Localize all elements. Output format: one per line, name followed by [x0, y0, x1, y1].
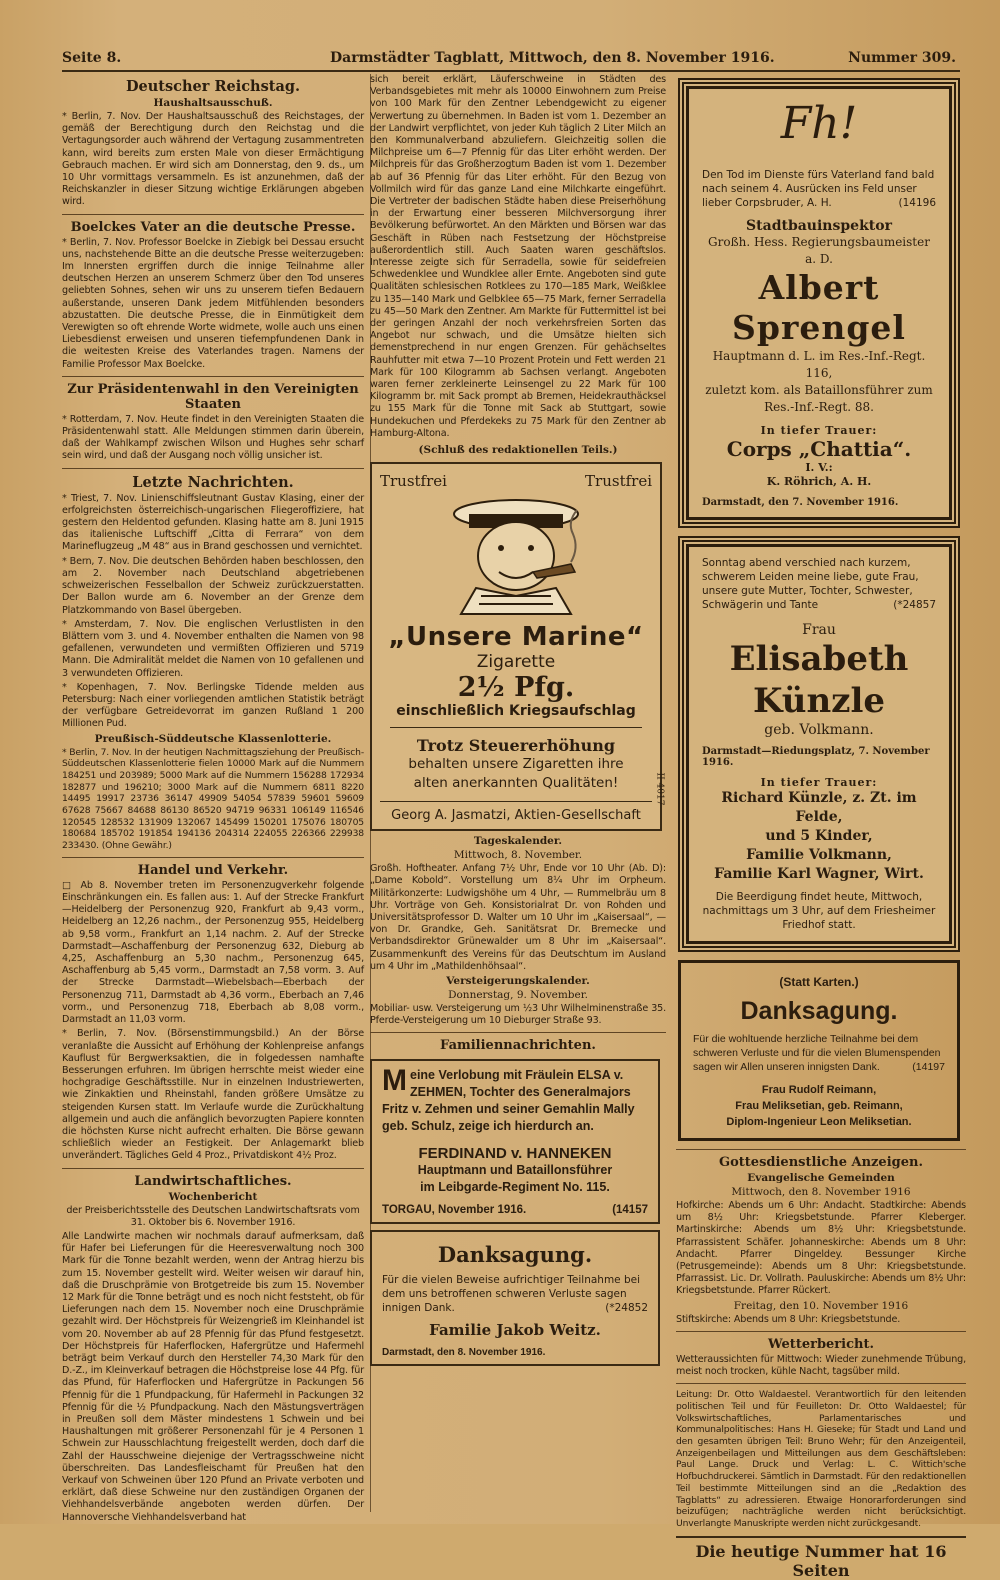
- engagement-footer: [382, 1204, 648, 1216]
- danksagung-weitz-date: Darmstadt, den 8. November 1916.: [382, 1347, 546, 1359]
- column-2: [370, 74, 666, 1512]
- obituary-sprengel-intro: Den Tod im Dienste fürs Vaterland fand bald nach seinem 4. Ausrücken ins Feld unser lieber Corpsbruder, A. H.: [702, 169, 935, 209]
- wetter-heading: Wetterbericht.: [768, 1336, 874, 1352]
- obituary-sprengel-mourning: In tiefer Trauer:: [760, 424, 878, 437]
- obituary-sprengel: [678, 78, 960, 528]
- divider: [676, 1383, 966, 1384]
- divider: [370, 1032, 666, 1033]
- gottesdienst-heading: Gottesdienstliche Anzeigen.: [719, 1155, 923, 1170]
- obituary-sprengel-date: Darmstadt, den 7. November 1916.: [702, 497, 899, 508]
- obituary-kuenzle-date: Darmstadt—Riedungsplatz, 7. November 1916.: [702, 746, 930, 768]
- danksagung-reimann-text: Für die wohltuende herzliche Teilnahme bei dem schweren Verluste und für die vielen Blumenspenden sagen wir Allen unseren innigsten Dank.: [693, 1033, 941, 1073]
- obituary-sprengel-rank-1: Hauptmann d. L. im Res.-Inf.-Regt. 116,: [712, 349, 926, 380]
- engagement-code: (14157: [612, 1204, 648, 1217]
- product-type: Zigarette: [476, 652, 556, 673]
- danksagung-reimann-code: (14197: [912, 1061, 945, 1073]
- letzte-text-1: * Triest, 7. Nov. Linienschiffsleutnant Gustav Klasing, einer der erfolgreichsten österreichisch-ungarischen Fliegeroffiziere, hat gestern den Heldentod gefunden. Klasing hatte am 8. Juni 1915 das italienische Luftschiff „Citta di Ferrara“ von dem Marineflugzeug „M 48“ aus in Brand geschossen und vernichtet.: [62, 492, 364, 553]
- obituary-kuenzle-maiden-name: geb. Volkmann.: [764, 722, 874, 738]
- praesident-text: * Rotterdam, 7. Nov. Heute findet in den Vereinigten Staaten die Präsidentenwahl statt. Alle Meldungen stimmen darin überein, daß der Wahlkampf zwischen Wilson und Hughes sehr scharf sein wird, und daß der Ausgang noch völlig unsicher ist.: [62, 413, 364, 462]
- danksagung-weitz-title: Danksagung.: [437, 1242, 593, 1268]
- ad-claim-1: behalten unsere Zigaretten ihre: [408, 756, 624, 773]
- signatory-2: Frau Meliksetian, geb. Reimann,: [735, 1100, 903, 1112]
- lotterie-text: * Berlin, 7. Nov. In der heutigen Nachmittagsziehung der Preußisch-Süddeutschen Klassenlotterie fielen 10000 Mark auf die Nummern 184251 und 203989; 5000 Mark auf die Nummern 156288 172934 182877 und 196210; 3000 Mark auf die Nummern 6811 8220 14495 19917 23736 36147 49909 54054 57839 59601 59609 67628 75667 84688 86130 86520 94719 96331 106149 116546 120545 128532 131909 132067 145499 150201 175076 180705 180684 185702 191854 194136 204314 224055 226366 229938 233430. (Ohne Gewähr.): [62, 746, 364, 852]
- divider: [676, 1331, 966, 1332]
- danksagung-weitz-text-block: [382, 1273, 648, 1315]
- signatory-3: Diplom-Ingenieur Leon Meliksetian.: [726, 1116, 912, 1128]
- obituary-sprengel-name: Albert Sprengel: [732, 268, 906, 347]
- reichstag-text: * Berlin, 7. Nov. Der Haushaltsausschuß des Reichstages, der gemäß der Berechtigung durch den Reichstag und die Vertagungsorder auch während der Vertagung zusammentreten kann, wird bereits zum ersten Male von dieser Ermächtigung Gebrauch machen. Er wird sich am Donnerstag, den 9. ds., um 10 Uhr vormittags versammeln. Es ist anzunehmen, daß der Reichskanzler in dieser Sitzung wichtige Erklärungen abgeben wird.: [62, 111, 364, 208]
- danksagung-reimann-text-block: [693, 1032, 945, 1074]
- corps-monogram: Fh!: [780, 98, 858, 149]
- engagement-text: eine Verlobung mit Fräulein ELSA v. ZEHMEN, Tochter des Generalmajors Fritz v. Zehmen und seiner Gemahlin Mally geb. Schulz, zeige ich hierdurch an.: [382, 1068, 635, 1134]
- obituary-kuenzle-title: Frau: [802, 622, 836, 638]
- letzte-heading: Letzte Nachrichten.: [132, 473, 294, 491]
- issue-number: Nummer 309.: [848, 50, 956, 66]
- gottesdienst-friday-date: Freitag, den 10. November 1916: [733, 1299, 909, 1312]
- danksagung-reimann: [678, 960, 960, 1141]
- danksagung-weitz-family: Familie Jakob Weitz.: [429, 1321, 601, 1340]
- boelcke-text: * Berlin, 7. Nov. Professor Boelcke in Ziebigk bei Dessau ersucht uns, nachstehende Bitte an die deutsche Presse weiterzugeben: Im Innersten ergriffen durch die innige Teilnahme aller deutschen Herzen an unserem Schmerz über den Tod unseres geliebten Sohnes, sehen wir uns zu unserem tiefen Bedauern außerstande, unseren Dank jedem Mitfühlenden besonders abzustatten. Die deutsche Presse, die in Einmütigkeit dem Verewigten so oft ehrende Worte widmete, wolle auch uns einen Liebesdienst erweisen und unseren tiefempfundenen Dank in die weitesten Kreise des Vaterlandes tragen. Namens der Familie Professor Max Boelcke.: [62, 236, 364, 370]
- divider: [676, 1149, 966, 1150]
- tageskalender-text: Großh. Hoftheater. Anfang 7½ Uhr, Ende vor 10 Uhr (Ab. D): „Dame Kobold“. Vorstellung um 8¼ Uhr im Orpheum. Militärkonzerte: Ludwigshöhe um 4 Uhr, — Rummelbräu um 8 Uhr. Vorträge von Geh. Konsistorialrat Dr. von Rohden und Universitätsprofessor D. Walter um 10 Uhr im „Kaisersaal“, — von Dr. Grandke, Geh. Sanitätsrat Dr. Bremecke und Verbandsdirektor Grünewalder um 8 Uhr im „Kaisersaal“. Zusammenkunft des Vereins für das Deutschtum im Ausland um 4 Uhr im „Mathildenhöhsaal“.: [370, 863, 666, 972]
- engagement-notice: [370, 1059, 660, 1224]
- landwirt-intro: der Preisberichtsstelle des Deutschen Landwirtschaftsrats vom 31. Oktober bis 6. November 1916.: [66, 1204, 360, 1228]
- reichstag-heading: Deutscher Reichstag.: [125, 78, 301, 95]
- obituary-kuenzle-name: Elisabeth Künzle: [729, 639, 909, 721]
- signatory-1: Frau Rudolf Reimann,: [761, 1084, 877, 1096]
- obituary-kuenzle-code: (*24857: [893, 599, 936, 611]
- danksagung-reimann-signatories: [693, 1082, 945, 1130]
- obituary-kuenzle-text: [702, 556, 936, 612]
- obituary-sprengel-rank-2: zuletzt kom. als Bataillonsführer zum Res.-Inf.-Regt. 88.: [705, 383, 933, 414]
- gottesdienst-subheading: Evangelische Gemeinden: [747, 1172, 895, 1184]
- trustfrei-left: Trustfrei: [380, 472, 447, 491]
- danksagung-reimann-statt: (Statt Karten.): [779, 975, 859, 989]
- danksagung-weitz-code: (*24852: [605, 1302, 648, 1315]
- obituary-sprengel-iv: I. V.:: [805, 461, 833, 474]
- ad-divider: [390, 727, 642, 728]
- ad-code: II 4017: [654, 772, 665, 806]
- page-number: Seite 8.: [62, 50, 122, 66]
- divider: [62, 214, 364, 215]
- engagement-name: FERDINAND v. HANNEKEN: [418, 1145, 612, 1163]
- drop-cap: M: [382, 1064, 407, 1098]
- divider: [62, 376, 364, 377]
- gottesdienst-text: Hofkirche: Abends um 6 Uhr: Andacht. Stadtkirche: Abends um 8½ Uhr: Kriegsbetstunde. Pfarrer Kleberger. Martinskirche: Abends um 8½ Uhr: Kriegsbetstunde. Pfarrassistent Schäfer. Johanneskirche: Abends um 8 Uhr: Andacht. Pfarrer Dingeldey. Bessunger Kirche (Petrusgemeinde): Abends um 8 Uhr: Kriegsbetstunde. Pfarrassist. Lic. Dr. Vollrath. Pauluskirche: Abends um 8½ Uhr: Kriegsbetstunde. Pfarrer Rückert.: [676, 1200, 966, 1297]
- obituary-kuenzle-burial: Die Beerdigung findet heute, Mittwoch, nachmittags um 3 Uhr, auf dem Friesheimer Friedhof statt.: [702, 891, 936, 931]
- tageskalender-date: Mittwoch, 8. November.: [453, 849, 583, 862]
- handel-heading: Handel und Verkehr.: [137, 862, 289, 878]
- divider: [62, 1168, 364, 1169]
- landwirt-continued-text: sich bereit erklärt, Läuferschweine in Städten des Verbandsgebietes mit mehr als 10000 Einwohnern zum Preise von 100 Mark für den Zentner Lebendgewicht zu eigener Verwertung zu übernehmen. In Baden ist vom 1. Dezember an der Landwirt verpflichtet, von jeder Kuh täglich 2 Liter Milch an den Kommunalverband abzuliefern. Gleichzeitig sollen die Milchpreise um 6—7 Pfennig für das Liter erhöht werden. Der Milchpreis für das Großherzogtum Baden ist vom 1. Dezember ab auf 36 Pfennig für das Liter erhöht. Für den Bezug von Vollmilch wird für das ganze Land eine Milchkarte eingeführt. Die Vertreter der badischen Städte haben diese Preiserhöhung in der Erwartung einer besseren Milchversorgung ihrer Bevölkerung befürwortet. An den Märkten und Börsen war das Geschäft in Rüben nach Festsetzung der Höchstpreise außerordentlich still. Auch Saaten waren geschäftslos. Interesse zeigte sich für Serradella, sowie für seidefreien Schwedenklee und Wundklee aller Ernte. Angeboten sind gute Qualitäten schlesischen Rotklees zu 170—185 Mark, Weißklee zu 135—140 Mark und Gelbklee 65—75 Mark, ferner Serradella zu 45—50 Mark den Zentner. Am Markte für Futtermittel ist bei der geringen Anzahl der noch verkehrsfreien Sorten das Angebot nur schwach, und die Umsätze hielten sich demenstprechend in nur engen Grenzen. Für gehächseltes Rauhfutter mit etwa 7—10 Prozent Protein und Fett werden 21 Mark für 100 Kilogramm ab Sachsen verlangt. Angeboten waren ferner zerkleinerte Leinsengel zu 22 Mark für 100 Kilogramm br. mit Sack prompt ab Bremen, Heidekrauthäcksel zu 155 Mark für die Tonne mit Sack ab Stuttgart, sowie Hundekuchen und Pferdekeks zu 75 Mark für den Zentner ab Hamburg-Altona.: [370, 74, 666, 439]
- reichstag-subheading: Haushaltsausschuß.: [153, 97, 273, 109]
- ad-claim-2: alten anerkannten Qualitäten!: [413, 775, 619, 792]
- lotterie-subheading: Preußisch-Süddeutsche Klassenlotterie.: [94, 732, 332, 745]
- obituary-sprengel-signature: K. Röhrich, A. H.: [766, 475, 872, 488]
- end-editorial-note: (Schluß des redaktionellen Teils.): [418, 444, 618, 457]
- tageskalender-heading: Tageskalender.: [473, 835, 563, 848]
- obituary-kuenzle-family-4: Familie Karl Wagner, Wirt.: [714, 866, 924, 882]
- obituary-kuenzle-family-1: Richard Künzle, z. Zt. im Felde,: [721, 790, 917, 825]
- obituary-sprengel-role-2: Großh. Hess. Regierungsbaumeister a. D.: [708, 235, 930, 266]
- ad-company: Georg A. Jasmatzi, Aktien-Gesellschaft: [380, 801, 652, 823]
- praesident-heading: Zur Präsidentenwahl in den Vereinigten Staaten: [67, 381, 359, 412]
- cigarette-advertisement: [370, 462, 665, 831]
- versteigerung-text: Mobiliar- usw. Versteigerung um ½3 Uhr Wilhelminenstraße 35. Pferde-Versteigerung um 10 Dieburger Straße 93.: [370, 1002, 666, 1027]
- engagement-place: TORGAU, November 1916.: [382, 1204, 527, 1217]
- trustfrei-right: Trustfrei: [585, 472, 652, 491]
- divider: [62, 468, 364, 469]
- trustfrei-row: [380, 472, 652, 490]
- handel-text-1: □ Ab 8. November treten im Personenzugverkehr folgende Einschränkungen ein. Es fallen aus: 1. Auf der Strecke Frankfurt—Heidelberg der Personenzug 920, Frankfurt ab 9,43 vorm., Heidelberg an 12,26 nachm., der Personenzug 955, Heidelberg ab 9,58 vorm., Frankfurt an 1,14 nachm. 2. Auf der Strecke Darmstadt—Aschaffenburg der Personenzug 632, Dieburg ab 4,25, Aschaffenburg an 5,30 nachm., Personenzug 645, Aschaffenburg ab 5,45 vorm., Darmstadt an 7,58 vorm. 3. Auf der Strecke Darmstadt—Wiebelsbach—Eberbach der Personenzug 711, Darmstadt ab 4,36 vorm., Eberbach an 7,46 vorm., und Personenzug 718, Eberbach ab 8,08 vorm., Darmstadt an 11,03 vorm.: [62, 879, 364, 1026]
- landwirt-text: Alle Landwirte machen wir nochmals darauf aufmerksam, daß für Hafer bei Lieferungen für die Heeresverwaltung noch 300 Mark für die Tonne bezahlt werden, wenn der Antrag hierzu bis zum 15. November gestellt wird. Weiter weisen wir darauf hin, daß die Druschprämie von Brotgetreide bis zum 15. November 12 Mark für die Tonne beträgt und es noch nicht feststeht, ob für Lieferungen nach dem 15. November noch eine Druschprämie gezahlt wird. Der Höchstpreis für Weizengrieß im Kleinhandel ist vom 20. November ab auf 28 Pfennig für das Pfund festgesetzt. Der Höchstpreis für Haferflocken, Hafergrütze und Hafermehl beträgt beim Verkauf durch den Hersteller 74,30 Mark für den D.-Z., im Kleinverkauf betragen die Höchstpreise lose 44 Pfg. für das Pfund, für Haferflocken und Hafergrütze in Packungen 56 Pfennig für die 1 Pfundpackung, für Hafermehl in Packungen 32 Pfennig für die ½ Pfundpackung. Nach den Mästungsverträgen in Preußen soll dem Mäster mindestens 1 Schwein und bei Haushaltungen mit größerer Personenzahl für je 4 Personen 1 Schwein zur Hausschlachtung freigestellt werden, doch darf die Zahl der Hausschweine diejenige der Vertragsschweine nicht überschreiten. Das Landesfleischamt für Preußen hat den Verkauf von Schweinen über 120 Pfund an Private verboten und erklärt, daß diese Schweine nur den zuständigen Organen der Viehhandelsverbände angeboten werden dürfen. Der Hannoversche Viehhandelsverband hat: [62, 1230, 364, 1523]
- brand-name: „Unsere Marine“: [388, 622, 644, 653]
- obituary-sprengel-code: (14196: [898, 197, 936, 209]
- obituary-kuenzle-family-3: Familie Volkmann,: [746, 847, 892, 863]
- engagement-rank-2: im Leibgarde-Regiment No. 115.: [420, 1180, 610, 1195]
- ad-slogan: Trotz Steuererhöhung: [416, 736, 616, 756]
- price: 2½ Pfg.: [457, 672, 575, 704]
- obituary-kuenzle-family-2: und 5 Kinder,: [765, 828, 873, 844]
- boelcke-heading: Boelckes Vater an die deutsche Presse.: [70, 219, 356, 235]
- letzte-text-3: * Amsterdam, 7. Nov. Die englischen Verlustlisten in den Blättern vom 3. und 4. November enthalten die Namen von 98 gefallenen, verwundeten und vermißten Offizieren und 5719 Mann. Die Admiralität meldet die Namen von 10 gefallenen und 3 verwundeten Offizieren.: [62, 618, 364, 679]
- handel-text-2: * Berlin, 7. Nov. (Börsenstimmungsbild.) An der Börse veranlaßte die Aussicht auf Erhöhung der Kohlenpreise anfangs Kauflust für Bergwerksaktien, die in folgedessen namhafte Besserungen erfuhren. Im übrigen herrschte meist wieder eine hochgradige Geschäftsstille. Nur in einzelnen Industriewerten, wie Zinkaktien und Rheinstahl, fanden größere Umsätze zu steigenden Kursen statt. Im Verlaufe wurde die Zurückhaltung allgemein und auch die anfänglich bevorzugten Papiere konnten die höchsten Kurse nicht aufrecht erhalten. Die Börse gewann schließlich wieder an Festigkeit. Der Anlagemarkt blieb unverändert. Tägliches Geld 4 Proz., Privatdiskont 4½ Proz.: [62, 1028, 364, 1162]
- danksagung-weitz-text: Für die vielen Beweise aufrichtiger Teilnahme bei dem uns betroffenen schweren Verluste sagen innigen Dank.: [382, 1274, 641, 1315]
- engagement-rank-1: Hauptmann und Bataillonsführer: [417, 1163, 613, 1178]
- column-3: [676, 74, 966, 1580]
- obituary-kuenzle-mourning: In tiefer Trauer:: [760, 776, 878, 789]
- obituary-sprengel-role: Stadtbauinspektor: [746, 218, 892, 234]
- masthead: [62, 44, 960, 72]
- landwirt-subheading: Wochenbericht: [168, 1190, 258, 1203]
- landwirt-heading: Landwirtschaftliches.: [134, 1173, 292, 1189]
- letzte-text-4: * Kopenhagen, 7. Nov. Berlingske Tidende melden aus Petersburg: Nach einer vorliegenden amtlichen Statistik beträgt der verfügbare Getreidevorrat im ganzen Rußland 1 200 Millionen Pud.: [62, 681, 364, 730]
- obituary-sprengel-corps: Corps „Chattia“.: [726, 437, 912, 461]
- obituary-kuenzle-intro: Sonntag abend verschied nach kurzem, schwerem Leiden meine liebe, gute Frau, unsere gute Mutter, Tochter, Schwester, Schwägerin und Tante: [702, 557, 919, 611]
- obituary-sprengel-text: [702, 168, 936, 210]
- obituary-kuenzle: [678, 536, 960, 952]
- versteigerung-heading: Versteigerungskalender.: [446, 974, 590, 987]
- gottesdienst-friday-text: Stiftskirche: Abends um 8 Uhr: Kriegsbetstunde.: [676, 1313, 901, 1325]
- divider: [62, 857, 364, 858]
- page-count-note: Die heutige Nummer hat 16 Seiten: [676, 1536, 966, 1580]
- column-1: [62, 74, 371, 1523]
- engagement-text-block: [382, 1064, 648, 1135]
- newspaper-title-date: Darmstädter Tagblatt, Mittwoch, den 8. November 1916.: [330, 50, 775, 66]
- danksagung-reimann-title: Danksagung.: [740, 997, 898, 1025]
- letzte-text-2: * Bern, 7. Nov. Die deutschen Behörden haben beschlossen, den am 2. November nach Deutschland abgetriebenen schweizerischen Fesselballon der Schweiz zurückzuerstatten. Der Ballon wurde am 6. November an der Grenze dem Platzkommando von Basel übergeben.: [62, 555, 364, 616]
- price-note: einschließlich Kriegsaufschlag: [396, 703, 636, 720]
- impressum: Leitung: Dr. Otto Waldaestel. Verantwortlich für den leitenden politischen Teil und für Feuilleton: Dr. Otto Waldaestel; für Volkswirtschaftliches, Parlamentarisches und Kommunalpolitisches: Hans H. Gieseke; für Stadt und Land und den gesamten übrigen Teil: Bruno Wehr; für den Anzeigenteil, Anzeigenbeilagen und Mitteilungen aus dem Geschäftsleben: Paul Lange. Druck und Verlag: L. C. Wittich'sche Hofbuchdruckerei. Sämtlich in Darmstadt. Für den redaktionellen Teil bestimmte Mitteilungen sind an die „Redaktion des Tagblatts“ zu adressieren. Etwaige Honorarforderungen sind beizufügen; nachträgliche werden nicht berücksichtigt. Unverlangte Manuskripte werden nicht zurückgesandt.: [676, 1389, 966, 1529]
- familiennachrichten-heading: Familiennachrichten.: [440, 1038, 596, 1054]
- versteigerung-date: Donnerstag, 9. November.: [448, 988, 588, 1001]
- danksagung-weitz: [370, 1230, 660, 1366]
- gottesdienst-date: Mittwoch, den 8. November 1916: [731, 1186, 911, 1198]
- sailor-illustration: [421, 492, 611, 614]
- wetter-text: Wetteraussichten für Mittwoch: Wieder zunehmende Trübung, meist noch trocken, kühle Nacht, tagsüber mild.: [676, 1353, 966, 1378]
